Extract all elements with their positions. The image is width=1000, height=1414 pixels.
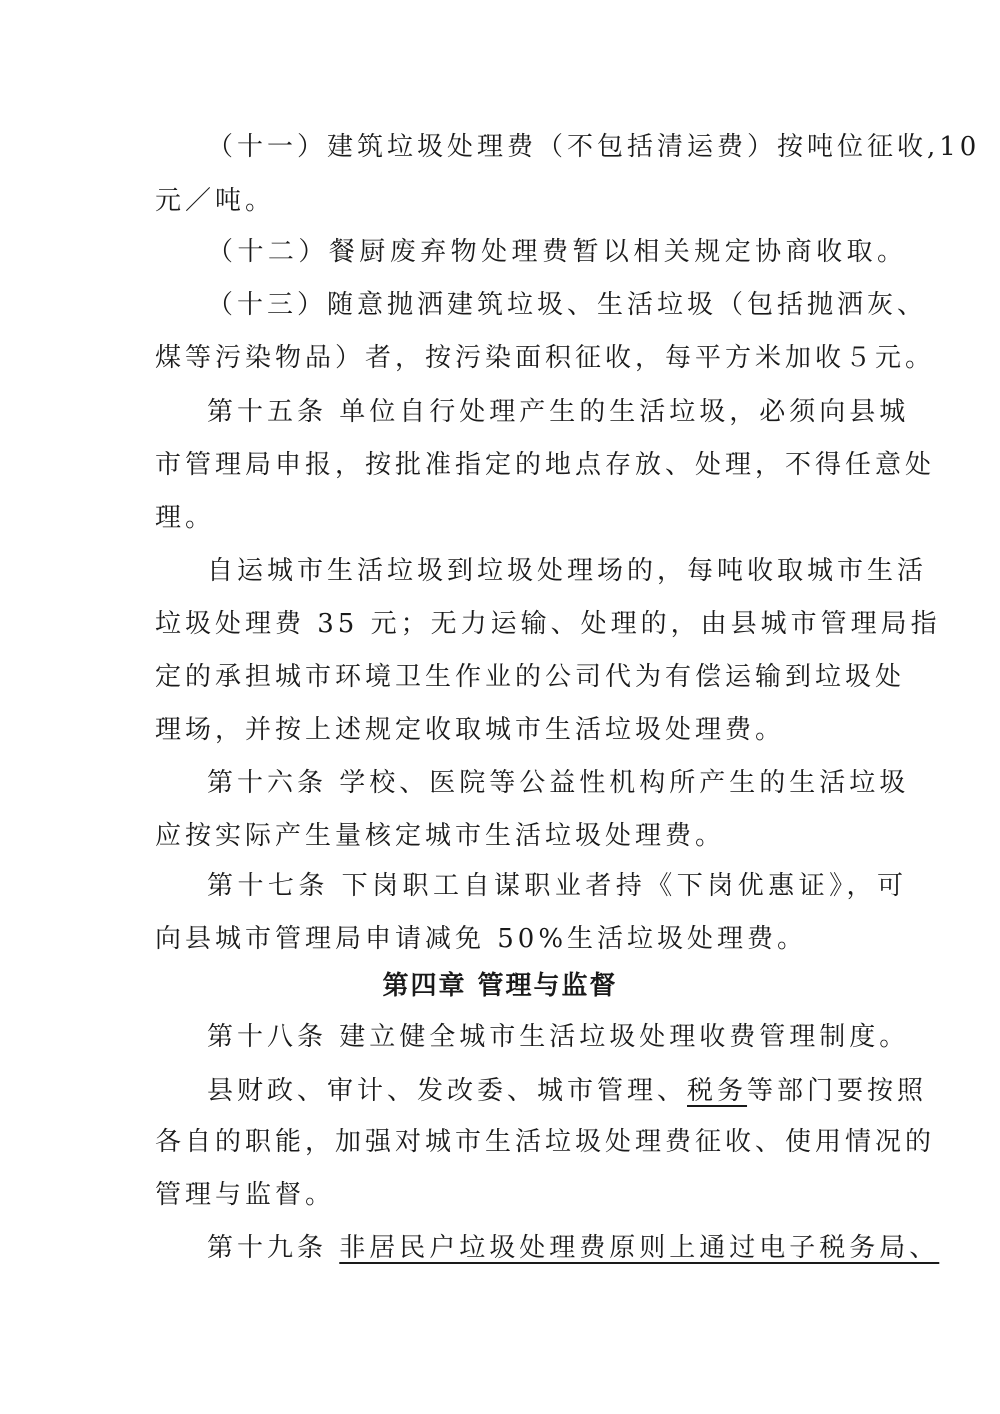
article-15-para2-line-1: 自运城市生活垃圾到垃圾处理场的，每吨收取城市生活 xyxy=(207,556,928,586)
article-15-para2-line-4: 理场，并按上述规定收取城市生活垃圾处理费。 xyxy=(155,715,786,745)
article-17-line-1: 第十七条 下岗职工自谋职业者持《下岗优惠证》，可 xyxy=(207,871,907,901)
article-15-para2-line-3: 定的承担城市环境卫生作业的公司代为有偿运输到垃圾处 xyxy=(155,662,906,692)
article-15-line-3: 理。 xyxy=(155,503,216,533)
tax-underlined-text: 税务 xyxy=(687,1076,748,1106)
item-11-line-1: （十一）建筑垃圾处理费（不包括清运费）按吨位征收,10 xyxy=(207,132,981,162)
article-15-line-2: 市管理局申报，按批准指定的地点存放、处理，不得任意处 xyxy=(155,450,936,480)
article-18-para2-line-2: 各自的职能，加强对城市生活垃圾处理费征收、使用情况的 xyxy=(155,1127,936,1157)
article-16-line-1: 第十六条 学校、医院等公益性机构所产生的生活垃圾 xyxy=(207,768,910,798)
article-17-line-2: 向县城市管理局申请减免 50%生活垃圾处理费。 xyxy=(155,924,808,954)
item-13-line-2: 煤等污染物品）者，按污染面积征收，每平方米加收５元。 xyxy=(155,343,936,373)
article-18-para2-text-a: 县财政、审计、发改委、城市管理、 xyxy=(207,1076,688,1106)
article-15-line-1: 第十五条 单位自行处理产生的生活垃圾，必须向县城 xyxy=(207,397,910,427)
article-19-label: 第十九条 xyxy=(207,1233,340,1263)
item-11-line-2: 元／吨。 xyxy=(155,186,276,216)
article-15-para2-line-2: 垃圾处理费 35 元；无力运输、处理的，由县城市管理局指 xyxy=(155,609,941,639)
article-18-para2-line-1 xyxy=(207,1071,928,1111)
article-19-underlined-text: 非居民户垃圾处理费原则上通过电子税务局、 xyxy=(339,1233,940,1263)
article-18-para2-line-3: 管理与监督。 xyxy=(155,1180,336,1210)
article-18-line-1: 第十八条 建立健全城市生活垃圾处理收费管理制度。 xyxy=(207,1022,910,1052)
chapter-4-heading: 第四章 管理与监督 xyxy=(382,971,618,1001)
article-19-line-1 xyxy=(207,1228,940,1268)
item-13-line-1: （十三）随意抛洒建筑垃圾、生活垃圾（包括抛洒灰、 xyxy=(207,290,928,320)
article-18-para2-text-b: 等部门要按照 xyxy=(747,1076,928,1106)
article-16-line-2: 应按实际产生量核定城市生活垃圾处理费。 xyxy=(155,821,726,851)
item-12-line-1: （十二）餐厨废弃物处理费暂以相关规定协商收取。 xyxy=(207,237,907,267)
